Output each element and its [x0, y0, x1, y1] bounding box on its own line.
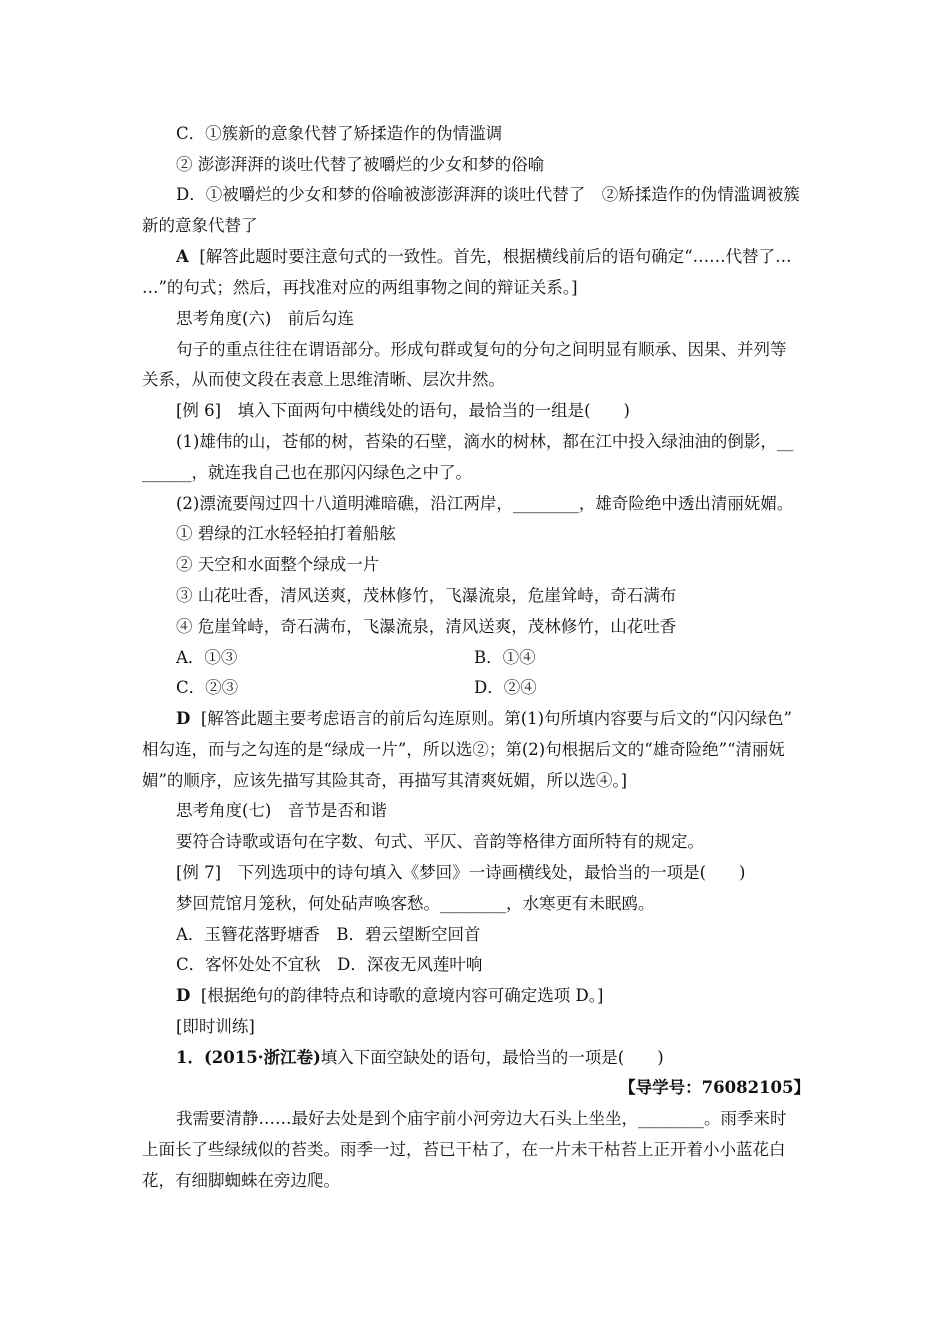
guide-number: 【导学号：76082105】 — [619, 1078, 810, 1097]
option-c: C．②③ — [176, 678, 239, 697]
option-c: C．①簇新的意象代替了矫揉造作的伪情滥调 — [176, 124, 503, 143]
option-a: A．①③ — [176, 648, 238, 667]
paragraph-line: 要符合诗歌或语句在字数、句式、平仄、音韵等格律方面所特有的规定。 — [176, 832, 704, 851]
answer-text: [解答此题主要考虑语言的前后勾连原则。第(1)句所填内容要与后文的“闪闪绿色” — [200, 709, 792, 728]
answer-letter: A — [176, 247, 189, 266]
answer-text: [根据绝句的韵律特点和诗歌的意境内容可确定选项 D。] — [200, 986, 604, 1005]
answer-line-2-cont: 相勾连，而与之勾连的是“绿成一片”，所以选②；第(2)句根据后文的“雄奇险绝”“清丽妩 — [142, 740, 786, 759]
example-7-poem: 梦回荒馆月笼秋，何处砧声唤客愁。________，水寒更有未眠鸥。 — [176, 894, 655, 913]
answer-line-2 — [176, 709, 792, 729]
example-6-sentence-1-cont: ______，就连我自己也在那闪闪绿色之中了。 — [142, 463, 472, 482]
answer-line-2-cont: 媚”的顺序，应该先描写其险其奇，再描写其清爽妩媚，所以选④。] — [142, 771, 628, 790]
example-6-choice-1: ① 碧绿的江水轻轻拍打着船舷 — [176, 524, 396, 543]
answer-letter: D — [176, 709, 191, 728]
option-b: B．①④ — [474, 648, 536, 667]
question-1-source: 1．(2015·浙江卷) — [176, 1048, 321, 1067]
example-6-choice-2: ② 天空和水面整个绿成一片 — [176, 555, 380, 574]
example-6-sentence-1: (1)雄伟的山，苍郁的树，苔染的石壁，滴水的树林，都在江中投入绿油油的倒影，__ — [176, 432, 794, 451]
question-1-prompt: 填入下面空缺处的语句，最恰当的一项是( ) — [320, 1048, 664, 1067]
answer-line-3 — [176, 986, 603, 1006]
example-6-sentence-2: (2)漂流要闯过四十八道明滩暗礁，沿江两岸，________，雄奇险绝中透出清丽妩媚。 — [176, 494, 794, 513]
answer-letter: D — [176, 986, 191, 1005]
example-6-choice-4: ④ 危崖耸峙，奇石满布，飞瀑流泉，清风送爽，茂林修竹，山花吐香 — [176, 617, 677, 636]
paragraph-line: 句子的重点往往在谓语部分。形成句群或复句的分句之间明显有顺承、因果、并列等 — [176, 340, 787, 359]
example-7-options-cd: C．客怀处处不宜秋 D．深夜无风莲叶响 — [176, 955, 483, 974]
example-7-heading: [例 7] 下列选项中的诗句填入《梦回》一诗画横线处，最恰当的一项是( ) — [176, 863, 746, 882]
passage-line: 花，有细脚蜘蛛在旁边爬。 — [142, 1171, 340, 1190]
practice-heading: [即时训练] — [176, 1017, 255, 1036]
paragraph-line: 关系，从而使文段在表意上思维清晰、层次井然。 — [142, 370, 505, 389]
option-d: D．①被嚼烂的少女和梦的俗喻被澎澎湃湃的谈吐代替了 ②矫揉造作的伪情滥调被簇 — [176, 185, 800, 204]
example-7-options-ab: A．玉簪花落野塘香 B．碧云望断空回首 — [176, 925, 481, 944]
passage-line: 我需要清静……最好去处是到个庙宇前小河旁边大石头上坐坐，________。雨季来时 — [176, 1109, 787, 1128]
option-d: D．②④ — [474, 678, 537, 697]
answer-text: [解答此题时要注意句式的一致性。首先，根据横线前后的语句确定“……代替了… — [199, 247, 792, 266]
example-6-choice-3: ③ 山花吐香，清风送爽，茂林修竹，飞瀑流泉，危崖耸峙，奇石满布 — [176, 586, 677, 605]
passage-line: 上面长了些绿绒似的苔类。雨季一过，苔已干枯了，在一片未干枯苔上正开着小小蓝花白 — [142, 1140, 786, 1159]
answer-line-1-cont: …”的句式；然后，再找准对应的两组事物之间的辩证关系。] — [142, 278, 578, 297]
option-d-cont: 新的意象代替了 — [142, 216, 258, 235]
section-heading-7: 思考角度(七) 音节是否和谐 — [176, 801, 387, 820]
answer-line-1 — [176, 247, 792, 267]
question-1 — [176, 1048, 664, 1068]
option-c-part2: ② 澎澎湃湃的谈吐代替了被嚼烂的少女和梦的俗喻 — [176, 155, 545, 174]
example-6-heading: [例 6] 填入下面两句中横线处的语句，最恰当的一组是( ) — [176, 401, 630, 420]
section-heading-6: 思考角度(六) 前后勾连 — [176, 309, 354, 328]
